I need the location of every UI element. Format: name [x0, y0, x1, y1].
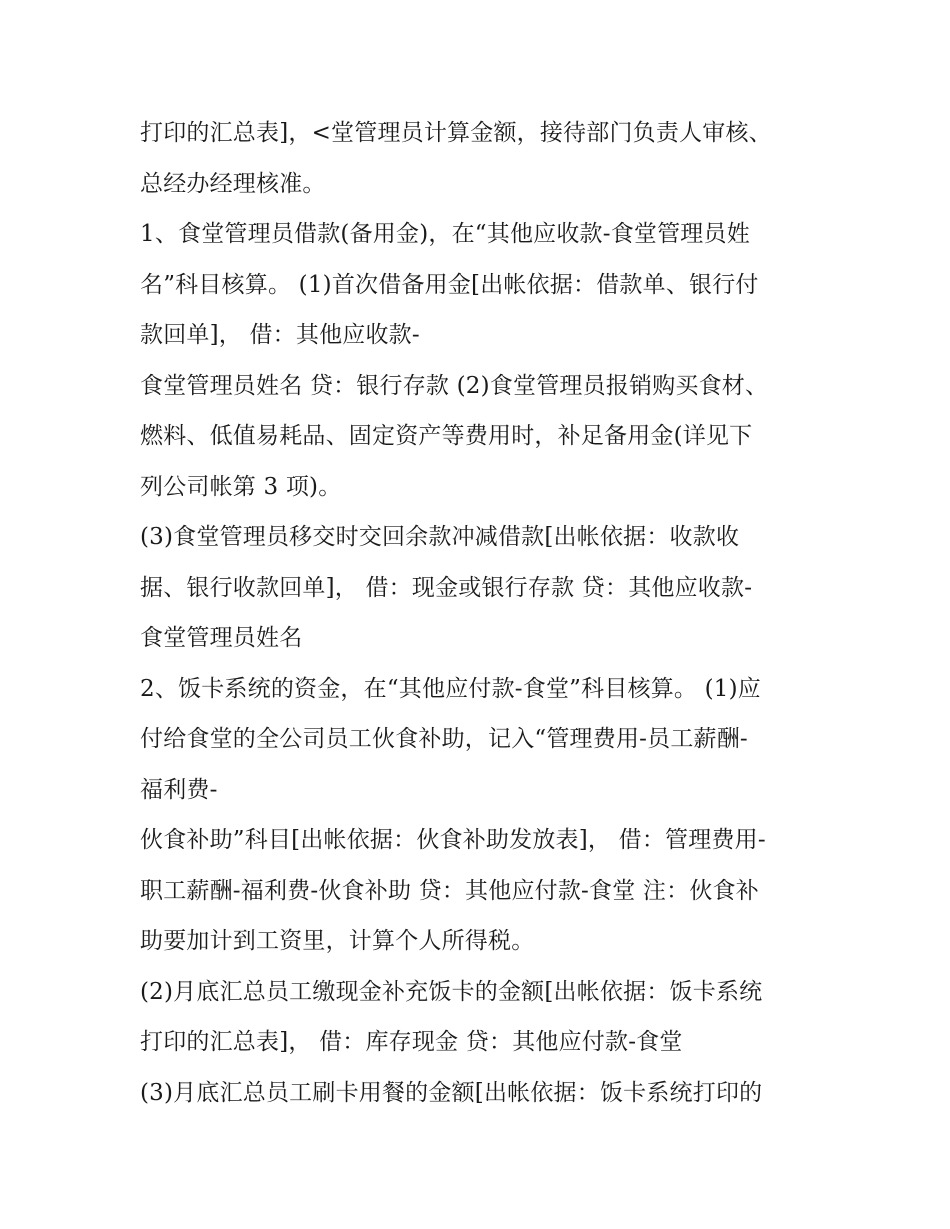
text-line: 1、食堂管理员借款(备用金)，在“其他应收款-食堂管理员姓: [140, 221, 750, 247]
text-line: 助要加计到工资里，计算个人所得税。: [140, 928, 535, 954]
text-line: 据、银行收款回单]， 借：现金或银行存款 贷：其他应收款-: [140, 574, 753, 601]
text-line: 打印的汇总表]， 借：库存现金 贷：其他应付款-食堂: [140, 1029, 683, 1055]
text-line: 职工薪酬-福利费-伙食补助 贷：其他应付款-食堂 注：伙食补: [140, 877, 759, 904]
text-line: 款回单]， 借：其他应收款-: [140, 322, 420, 348]
document-body: [140, 108, 820, 1118]
text-line: (2)月底汇总员工缴现金补充饭卡的金额[出帐依据：饭卡系统: [140, 978, 763, 1005]
text-line: 付给食堂的全公司员工伙食补助，记入“管理费用-员工薪酬-: [140, 726, 748, 752]
text-line: 2、饭卡系统的资金，在“其他应付款-食堂”科目核算。 (1)应: [140, 675, 762, 702]
text-line: 伙食补助”科目[出帐依据：伙食补助发放表]， 借：管理费用-: [140, 827, 766, 853]
text-line: 食堂管理员姓名: [140, 625, 303, 651]
text-line: 食堂管理员姓名 贷：银行存款 (2)食堂管理员报销购买食材、: [140, 372, 769, 399]
text-line: 燃料、低值易耗品、固定资产等费用时，补足备用金(详见下: [140, 423, 753, 449]
text-line: 名”科目核算。 (1)首次借备用金[出帐依据：借款单、银行付: [140, 271, 759, 298]
text-line: (3)月底汇总员工刷卡用餐的金额[出帐依据：饭卡系统打印的: [140, 1079, 763, 1106]
text-line: 总经办经理核准。: [140, 170, 326, 197]
text-line: 福利费-: [140, 776, 218, 803]
text-line: (3)食堂管理员移交时交回余款冲减借款[出帐依据：收款收: [140, 524, 740, 550]
text-line: 打印的汇总表]，<堂管理员计算金额，接待部门负责人审核、: [140, 120, 772, 146]
text-line: 列公司帐第 3 项)。: [140, 473, 342, 500]
